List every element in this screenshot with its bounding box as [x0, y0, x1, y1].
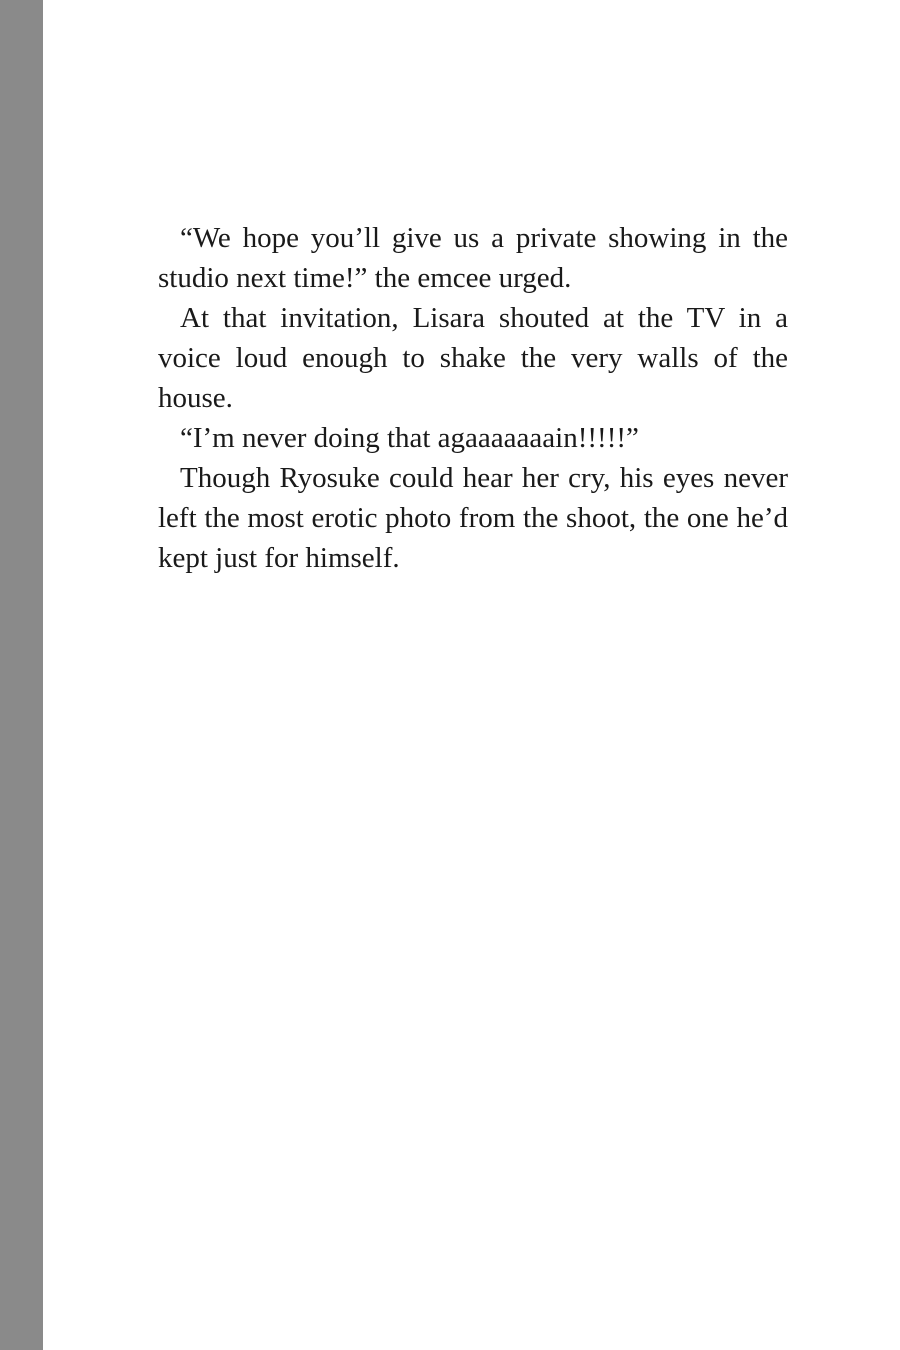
paragraph: At that invitation, Lisara shouted at the TV in a voice loud enough to shake the very walls of the house. [158, 302, 788, 414]
page-gutter [0, 0, 43, 1350]
body-text [158, 218, 788, 578]
paragraph: “I’m never doing that agaaaaaaain!!!!!” [180, 422, 639, 454]
paragraph: Though Ryosuke could hear her cry, his eyes never left the most erotic photo from the shoot, the one he’d kept just for himself. [158, 462, 788, 574]
book-page [43, 0, 900, 1350]
paragraph: “We hope you’ll give us a private showing in the studio next time!” the emcee urged. [158, 222, 788, 294]
